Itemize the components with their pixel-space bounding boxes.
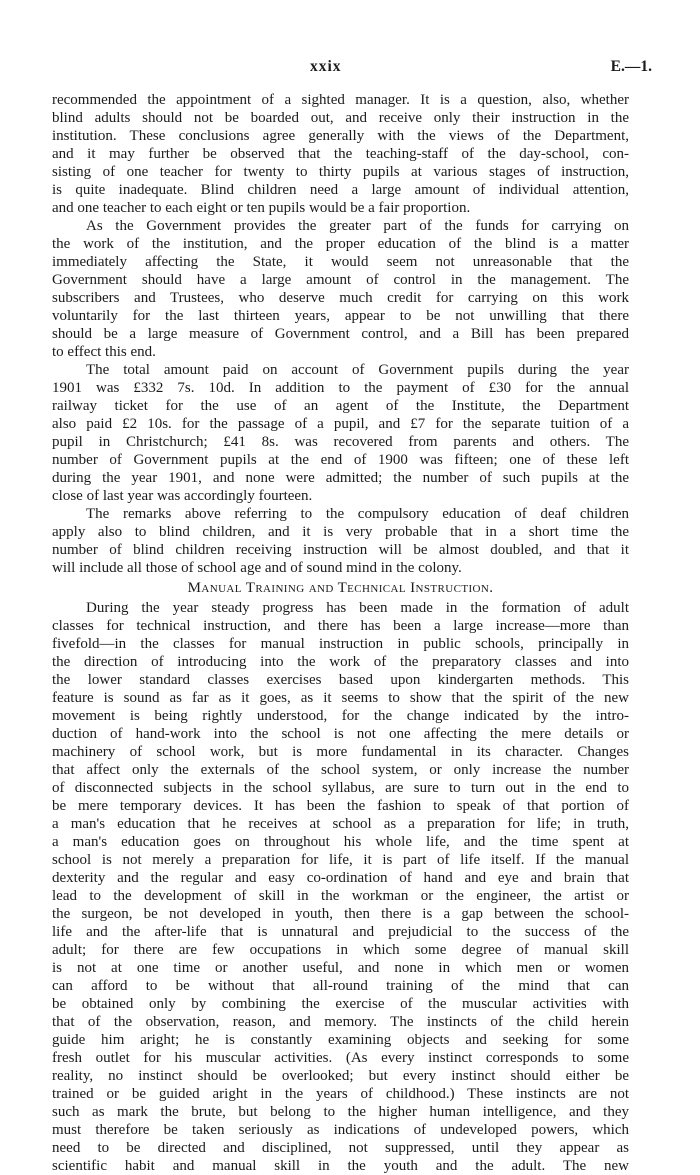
text-line: such as mark the brute, but belong to the higher human intelligence, and they <box>52 1104 629 1120</box>
text-line: the lower standard classes exercises based upon kindergarten methods. This <box>52 672 629 688</box>
text-line: The total amount paid on account of Government pupils during the year <box>86 362 629 378</box>
text-line: is quite inadequate. Blind children need a large amount of individual attention, <box>52 182 629 198</box>
text-line: to effect this end. <box>52 344 156 360</box>
text-line: that of the observation, reason, and memory. The instincts of the child herein <box>52 1014 629 1030</box>
text-line: machinery of school work, but is more fundamental in its character. Changes <box>52 744 629 760</box>
text-line: number of Government pupils at the end of 1900 was fifteen; one of these left <box>52 452 629 468</box>
text-line: pupil in Christchurch; £41 8s. was recovered from parents and others. The <box>52 434 629 450</box>
page-number: xxix <box>310 58 342 75</box>
text-line: movement is being rightly understood, for the change indicated by the intro- <box>52 708 629 724</box>
text-line: a man's education goes on throughout his whole life, and the time spent at <box>52 834 629 850</box>
text-line: institution. These conclusions agree generally with the views of the Department, <box>52 128 629 144</box>
text-line: should be a large measure of Government control, and a Bill has been prepared <box>52 326 629 342</box>
text-line: As the Government provides the greater part of the funds for carrying on <box>86 218 629 234</box>
text-line: voluntarily for the last thirteen years, appear to be not unwilling that there <box>52 308 629 324</box>
text-line: the work of the institution, and the proper education of the blind is a matter <box>52 236 629 252</box>
text-line: Government should have a large amount of control in the management. The <box>52 272 629 288</box>
paragraph-manual-training <box>52 599 629 1175</box>
section-heading: Manual Training and Technical Instruction. <box>187 580 494 596</box>
series-reference: E.—1. <box>610 58 652 75</box>
page-header <box>0 58 700 80</box>
text-line: The remarks above referring to the compulsory education of deaf children <box>86 506 629 522</box>
text-line: sisting of one teacher for twenty to thirty pupils at various stages of instruction, <box>52 164 629 180</box>
text-line: railway ticket for the use of an agent of the Institute, the Department <box>52 398 629 414</box>
text-line: that affect only the externals of the school system, or only increase the number <box>52 762 629 778</box>
text-line: trained or be guided aright in the years of childhood.) These instincts are not <box>52 1086 629 1102</box>
paragraph-compulsory-education <box>52 505 629 577</box>
text-line: recommended the appointment of a sighted manager. It is a question, also, whether <box>52 92 629 108</box>
text-line: dexterity and the regular and easy co-ordination of hand and eye and brain that <box>52 870 629 886</box>
paragraph-government-pupils <box>52 361 629 505</box>
text-line: apply also to blind children, and it is very probable that in a short time the <box>52 524 629 540</box>
text-line: a man's education that he receives at school as a preparation for life; in truth, <box>52 816 629 832</box>
text-line: adult; for there are few occupations in which some degree of manual skill <box>52 942 629 958</box>
text-line: and one teacher to each eight or ten pupils would be a fair proportion. <box>52 200 471 216</box>
text-line: During the year steady progress has been made in the formation of adult <box>86 600 629 616</box>
paragraph-blind-institution <box>52 91 629 217</box>
text-line: can afford to be without that all-round training of the mind that can <box>52 978 629 994</box>
text-line: need to be directed and disciplined, not suppressed, until they appear as <box>52 1140 629 1156</box>
text-line: be obtained only by combining the exercise of the muscular activities with <box>52 996 629 1012</box>
text-line: number of blind children receiving instruction will be almost doubled, and that it <box>52 542 629 558</box>
text-line: guide him aright; he is constantly examining objects and seeking for some <box>52 1032 629 1048</box>
text-line: fivefold—in the classes for manual instruction in public schools, principally in <box>52 636 629 652</box>
text-line: classes for technical instruction, and there has been a large increase—more than <box>52 618 629 634</box>
text-line: fresh outlet for his muscular activities. (As every instinct corresponds to some <box>52 1050 629 1066</box>
text-line: 1901 was £332 7s. 10d. In addition to the payment of £30 for the annual <box>52 380 629 396</box>
text-line: is not at one time or another useful, and none in which men or women <box>52 960 629 976</box>
text-line: feature is sound as far as it goes, as it seems to show that the spirit of the new <box>52 690 629 706</box>
text-line: be mere temporary devices. It has been the fashion to speak of that portion of <box>52 798 629 814</box>
text-line: must therefore be taken seriously as indications of undeveloped powers, which <box>52 1122 629 1138</box>
text-line: blind adults should not be boarded out, and receive only their instruction in the <box>52 110 629 126</box>
text-line: school is not merely a preparation for life, it is part of life itself. If the manual <box>52 852 629 868</box>
text-line: and it may further be observed that the teaching-staff of the day-school, con- <box>52 146 629 162</box>
text-line: reality, no instinct should be overlooked; but every instinct should either be <box>52 1068 629 1084</box>
text-line: during the year 1901, and none were admitted; the number of such pupils at the <box>52 470 629 486</box>
text-line: life and the after-life that is unnatural and prejudicial to the success of the <box>52 924 629 940</box>
text-line: scientific habit and manual skill in the youth and the adult. The new <box>52 1158 629 1174</box>
text-line: subscribers and Trustees, who deserve much credit for carrying on this work <box>52 290 629 306</box>
text-line: close of last year was accordingly fourteen. <box>52 488 313 504</box>
text-line: the direction of introducing into the work of the preparatory classes and into <box>52 654 629 670</box>
text-line: immediately affecting the State, it would seem not unreasonable that the <box>52 254 629 270</box>
text-line: lead to the development of skill in the workman or the engineer, the artist or <box>52 888 629 904</box>
text-line: duction of hand-work into the school is not one affecting the mere details or <box>52 726 629 742</box>
paragraph-government-control <box>52 217 629 361</box>
text-line: will include all those of school age and of sound mind in the colony. <box>52 560 462 576</box>
text-line: also paid £2 10s. for the passage of a pupil, and £7 for the separate tuition of a <box>52 416 629 432</box>
text-line: the surgeon, be not developed in youth, then there is a gap between the school- <box>52 906 629 922</box>
body-text <box>52 91 629 1175</box>
text-line: of disconnected subjects in the school syllabus, are sure to turn out in the end to <box>52 780 629 796</box>
